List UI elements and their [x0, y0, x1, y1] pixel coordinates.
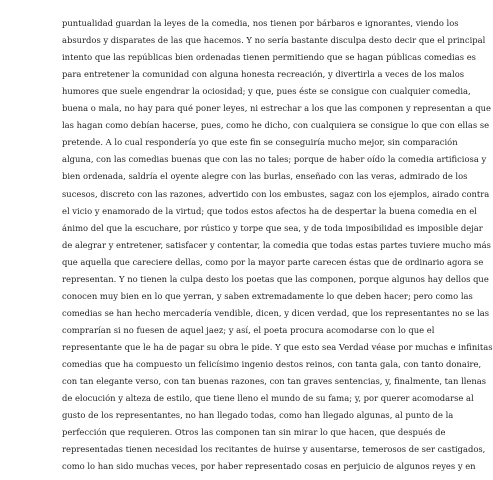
text-line: de elocución y alteza de estilo, que tiene lleno el mundo de su fama; y, por querer acomodarse al: [62, 393, 474, 404]
text-line: gusto de los representantes, no han llegado todas, como han llegado algunas, al punto de la: [62, 410, 454, 421]
text-line: perfección que requieren. Otros las componen tan sin mirar lo que hacen, que después de: [62, 427, 446, 438]
text-line: conocen muy bien en lo que yerran, y saben extremadamente lo que deben hacer; pero como las: [62, 290, 473, 301]
text-line: comprarían si no fuesen de aquel jaez; y así, el poeta procura acomodarse con lo que el: [62, 324, 435, 335]
text-line: que aquella que careciere dellas, como por la mayor parte carecen éstas que de ordinario agora se: [62, 256, 484, 267]
text-line: pretende. A lo cual respondería yo que este fin se conseguiría mucho mejor, sin comparación: [62, 137, 458, 148]
text-line: comedias se han hecho mercadería vendible, dicen, y dicen verdad, que los representantes no se las: [62, 307, 490, 318]
text-line: representan. Y no tienen la culpa desto los poetas que las componen, porque algunos hay dellos que: [62, 273, 489, 284]
text-line: el vicio y enamorado de la virtud; que todos estos afectos ha de despertar la buena comedia en el: [62, 205, 477, 216]
document-page: [62, 0, 493, 480]
text-line: humores que suele engendrar la ociosidad; y que, pues éste se consigue con cualquier comedia,: [62, 86, 471, 97]
text-line: representante que le ha de pagar su obra le pide. Y que esto sea Verdad véase por muchas e infinitas: [62, 341, 493, 352]
text-line: sucesos, discreto con las razones, advertido con los embustes, sagaz con los ejemplos, airado contra: [62, 188, 490, 199]
text-line: ánimo del que la escuchare, por rústico y torpe que sea, y de toda imposibilidad es imposible dejar: [62, 222, 483, 233]
text-line: absurdos y disparates de las que hacemos. Y no sería bastante disculpa desto decir que el principal: [62, 35, 486, 46]
text-line: de alegrar y entretener, satisfacer y contentar, la comedia que todas estas partes tuviere mucho más: [62, 239, 491, 250]
text-line: representadas tienen necesidad los recitantes de huirse y ausentarse, temerosos de ser castigados,: [62, 444, 486, 455]
text-line: alguna, con las comedias buenas que con las no tales; porque de haber oído la comedia artificiosa y: [62, 154, 487, 165]
text-line: intento que las repúblicas bien ordenadas tienen permitiendo que se hagan públicas comedias es: [62, 52, 476, 63]
text-line: las hagan como debían hacerse, pues, como he dicho, con cualquiera se consigue lo que con ellas se: [62, 120, 490, 131]
text-line: comedias que ha compuesto un felicísimo ingenio destos reinos, con tanta gala, con tanto donaire,: [62, 359, 482, 369]
text-line: como lo han sido muchas veces, por haber representado cosas en perjuicio de algunos reyes y en: [62, 461, 476, 472]
text-line: puntualidad guardan la leyes de la comedia, nos tienen por bárbaros e ignorantes, viendo los: [62, 18, 459, 28]
text-line: buena o mala, no hay para qué poner leyes, ni estrechar a los que las componen y representan a que: [62, 103, 492, 114]
text-line: con tan elegante verso, con tan buenas razones, con tan graves sentencias, y, finalmente, tan llenas: [62, 376, 487, 387]
text-line: para entretener la comunidad con alguna honesta recreación, y divertirla a veces de los malos: [62, 69, 465, 80]
text-line: bien ordenada, saldría el oyente alegre con las burlas, enseñado con las veras, admirado de los: [62, 171, 468, 182]
